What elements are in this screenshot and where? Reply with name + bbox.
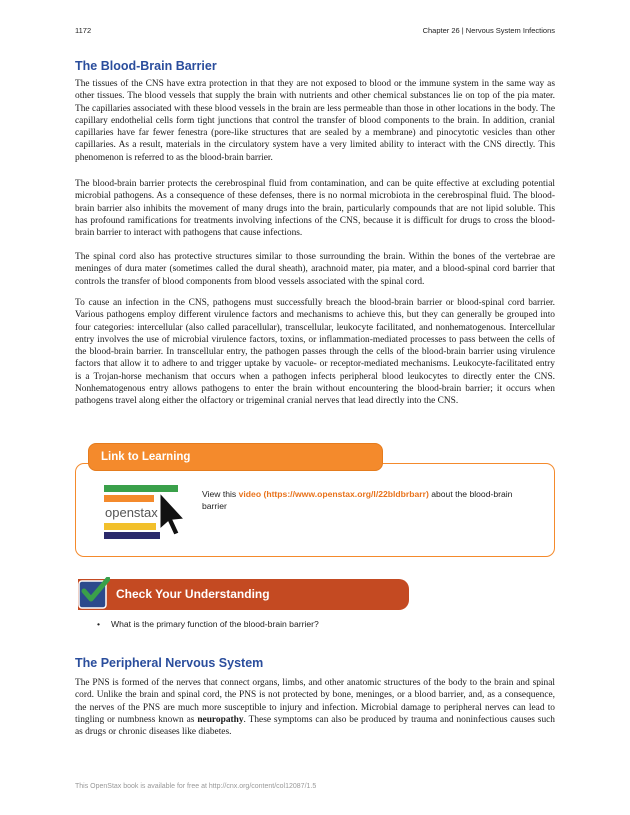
- question-list-item: • What is the primary function of the blood-brain barrier?: [97, 619, 319, 629]
- pns-paragraph: The PNS is formed of the nerves that connect organs, limbs, and other anatomic structures of the body to the brain and spinal cord. Unlike the brain and spinal cord, the PNS is not protected by bone, meninges, or a blood barrier, and, as a consequence, the nerves of the PNS are much more susceptible to injury and infection. Microbial damage to peripheral nerves can lead to tingling or numbness known as neuropathy. These symptoms can also be produced by trauma and noninfectious causes such as drugs or chronic diseases like diabetes.: [75, 678, 555, 738]
- paragraph-2: The blood-brain barrier protects the cerebrospinal fluid from contamination, and can be quite effective at excluding potential microbial pathogens. As a consequence of these defenses, there is no normal microbiota in the cerebrospinal fluid. The blood-brain barrier also inhibits the movement of many drugs into the brain, particularly compounds that are not lipid soluble. This has profound ramifications for treatments involving infections of the CNS, because it is difficult for drugs to cross the blood-brain barrier to interact with pathogens that cause infections.: [75, 179, 555, 239]
- paragraph-3: The spinal cord also has protective structures similar to those surrounding the brain. Within the bones of the vertebrae are meninges of dura mater (sometimes called the dural sheath), arachnoid mater, pia mater, and a blood-spinal cord barrier that controls the transfer of blood components from blood vessels associated with the spinal cord.: [75, 252, 555, 287]
- openstax-logo-icon: [104, 483, 194, 541]
- paragraph-1: The tissues of the CNS have extra protection in that they are not exposed to blood or the immune system in the same way as other tissues. The blood vessels that supply the brain with nutrients and other chemical substances lie on top of the pia mater. The capillaries associated with these blood vessels in the brain are less permeable than those in other locations in the body. The capillary endothelial cells form tight junctions that control the transfer of blood components to the brain. In addition, cranial capillaries have far fewer fenestra (pore-like structures that are sealed by a membrane) and pinocytotic vesicles than other capillaries. As a result, materials in the circulatory system have a very limited ability to interact with the CNS directly. This phenomenon is referred to as the blood-brain barrier.: [75, 79, 555, 163]
- chapter-title: Chapter 26 | Nervous System Infections: [422, 26, 555, 35]
- paragraph-4: To cause an infection in the CNS, pathogens must successfully breach the blood-brain barrier or blood-spinal cord barrier. Various pathogens employ different virulence factors and mechanisms to achieve this, but they can generally be grouped into four categories: intercellular (also called paracellular), transcellular, leukocyte facilitated, and nonhematogenous. Intercellular entry involves the use of microbial virulence factors, toxins, or inflammation-mediated processes to pass between the cells of the blood-brain barrier. In transcellular entry, the pathogen passes through the cells of the blood-brain barrier using virulence factors that allow it to adhere to and trigger uptake by vacuole- or receptor-mediated mechanisms. Leukocyte-facilitated entry is a Trojan-horse mechanism that occurs when a pathogen infects peripheral blood leukocytes to directly enter the CNS. Nonhematogenous entry allows pathogens to enter the brain without encountering the blood-brain barrier; it occurs when pathogens travel along either the olfactory or trigeminal cranial nerves that lead directly into the CNS.: [75, 298, 555, 407]
- check-understanding-title: Check Your Understanding: [116, 587, 270, 601]
- page-footer: This OpenStax book is available for free at http://cnx.org/content/col12087/1.5: [75, 783, 317, 790]
- term-neuropathy: neuropathy: [197, 714, 244, 725]
- link-to-learning-title: Link to Learning: [101, 451, 191, 463]
- cursor-arrow-icon: [160, 493, 184, 535]
- link-to-learning-tab: [88, 443, 383, 471]
- page-header: [75, 26, 555, 38]
- question-text: What is the primary function of the blood-brain barrier?: [111, 619, 319, 629]
- openstax-logo-text: openstax: [105, 505, 158, 520]
- link-to-learning-text: View this video (https://www.openstax.org/l/22bldbrbarr) about the blood-brain barrier: [202, 489, 513, 511]
- video-link[interactable]: video (https://www.openstax.org/l/22bldbrbarr): [238, 489, 429, 499]
- section-title-blood-brain-barrier: The Blood-Brain Barrier: [75, 59, 217, 73]
- page-number: 1172: [75, 26, 92, 35]
- section-title-peripheral-nervous-system: The Peripheral Nervous System: [75, 656, 264, 670]
- check-understanding-bar: [78, 579, 409, 610]
- checkmark-icon: [78, 577, 110, 611]
